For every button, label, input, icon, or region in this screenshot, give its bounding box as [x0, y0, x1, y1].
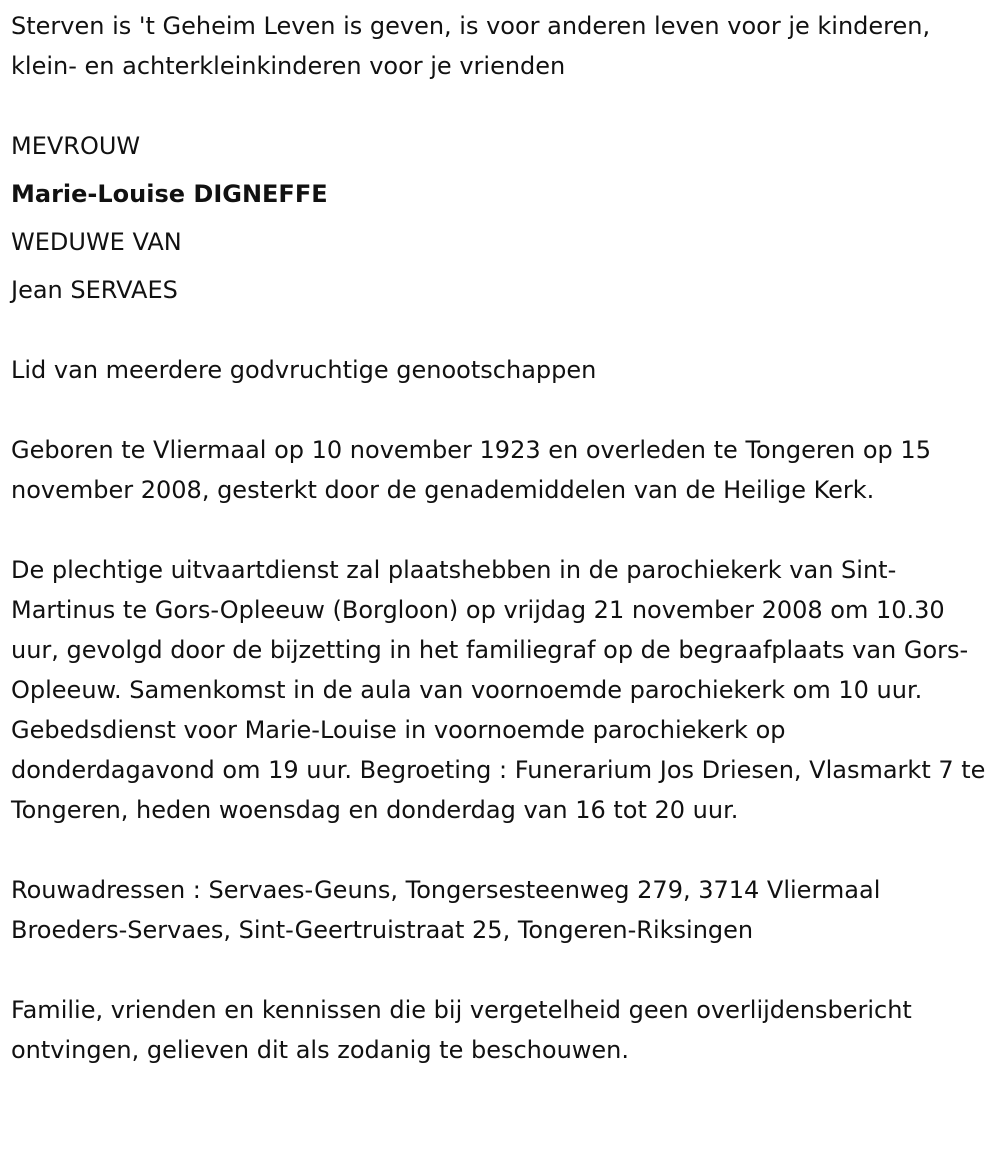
addresses-block [11, 870, 996, 950]
funeral-text: De plechtige uitvaartdienst zal plaatshebben in de parochiekerk van Sint-Martinus te Gors-Opleeuw (Borgloon) op vrijdag 21 november 2008 om 10.30 uur, gevolgd door de bijzetting in het familiegraf op de begraafplaats van Gors-Opleeuw. Samenkomst in de aula van voornoemde parochiekerk om 10 uur. Gebedsdienst voor Marie-Louise in voornoemde parochiekerk op donderdagavond om 19 uur. Begroeting : Funerarium Jos Driesen, Vlasmarkt 7 te Tongeren, heden woensdag en donderdag van 16 tot 20 uur. [11, 556, 986, 824]
spouse-name: Jean SERVAES [11, 276, 178, 304]
address-line-1: Rouwadressen : Servaes-Geuns, Tongersesteenweg 279, 3714 Vliermaal [11, 876, 881, 904]
closing-text: Familie, vrienden en kennissen die bij vergetelheid geen overlijdensbericht ontvingen, gelieven dit als zodanig te beschouwen. [11, 996, 912, 1064]
deceased-name: Marie-Louise DIGNEFFE [11, 180, 328, 208]
relation-text: WEDUWE VAN [11, 228, 182, 256]
motto-text: Sterven is 't Geheim Leven is geven, is voor anderen leven voor je kinderen, klein- en achterkleinkinderen voor je vrienden [11, 12, 931, 80]
title-prefix: MEVROUW [11, 132, 141, 160]
obituary-notice [11, 6, 996, 1070]
birth-death-text: Geboren te Vliermaal op 10 november 1923 en overleden te Tongeren op 15 november 2008, gesterkt door de genademiddelen van de Heilige Kerk. [11, 436, 931, 504]
address-line-2: Broeders-Servaes, Sint-Geertruistraat 25, Tongeren-Riksingen [11, 916, 754, 944]
membership-text: Lid van meerdere godvruchtige genootschappen [11, 356, 597, 384]
